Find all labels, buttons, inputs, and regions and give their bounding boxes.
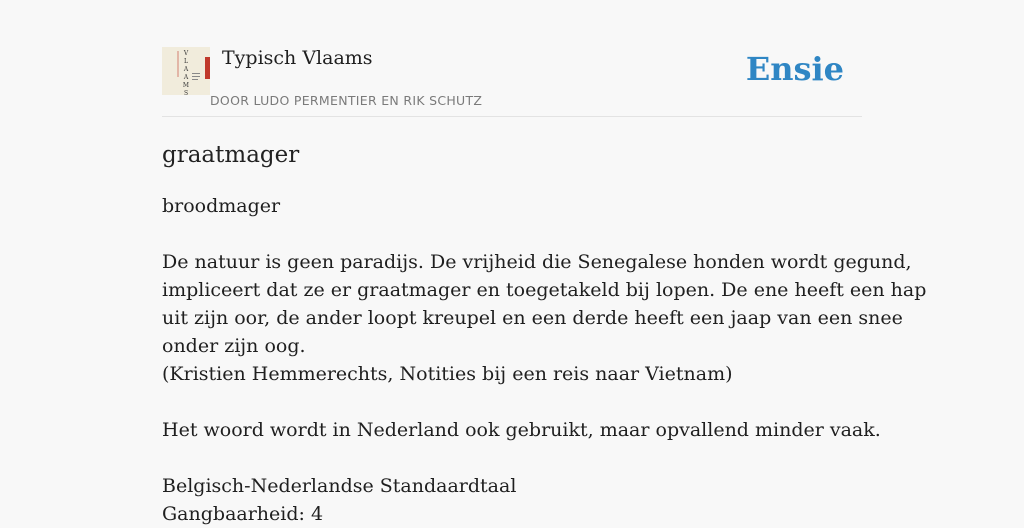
logo-letter: A bbox=[183, 74, 189, 81]
logo-letter: S bbox=[183, 90, 189, 97]
paragraph-gap bbox=[162, 444, 862, 472]
language-category: Belgisch-Nederlandse Standaardtaal bbox=[162, 475, 517, 497]
logo-letter: M bbox=[182, 82, 190, 89]
book-authors: DOOR LUDO PERMENTIER EN RIK SCHUTZ bbox=[210, 93, 483, 108]
entry-title: graatmager bbox=[162, 142, 300, 168]
usage-note: Het woord wordt in Nederland ook gebruikt, maar opvallend minder vaak. bbox=[162, 419, 881, 441]
logo-letter: L bbox=[184, 58, 188, 65]
entry-content bbox=[162, 192, 927, 528]
book-cover-graphic bbox=[162, 47, 210, 95]
quote-line: De natuur is geen paradijs. De vrijheid die Senegalese honden wordt gegund, bbox=[162, 251, 912, 273]
logo-letter: A bbox=[183, 66, 189, 73]
quote-line: uit zijn oor, de ander loopt kreupel en een derde heeft een jaap van een snee bbox=[162, 307, 903, 329]
header bbox=[162, 0, 862, 117]
usage-frequency: Gangbaarheid: 4 bbox=[162, 503, 324, 525]
quote-line: impliceert dat ze er graatmager en toegetakeld bij lopen. De ene heeft een hap bbox=[162, 279, 927, 301]
paragraph-gap bbox=[162, 388, 862, 416]
book-cover-icon[interactable] bbox=[162, 47, 210, 95]
logo-letter: V bbox=[183, 50, 189, 57]
entry-definition: broodmager bbox=[162, 195, 281, 217]
paragraph-gap bbox=[162, 220, 862, 248]
brand-logo[interactable]: Ensie bbox=[745, 50, 844, 88]
book-title[interactable]: Typisch Vlaams bbox=[222, 47, 373, 69]
quote-line: onder zijn oog. bbox=[162, 335, 306, 357]
quote-source: (Kristien Hemmerechts, Notities bij een reis naar Vietnam) bbox=[162, 363, 733, 385]
page bbox=[162, 0, 927, 525]
